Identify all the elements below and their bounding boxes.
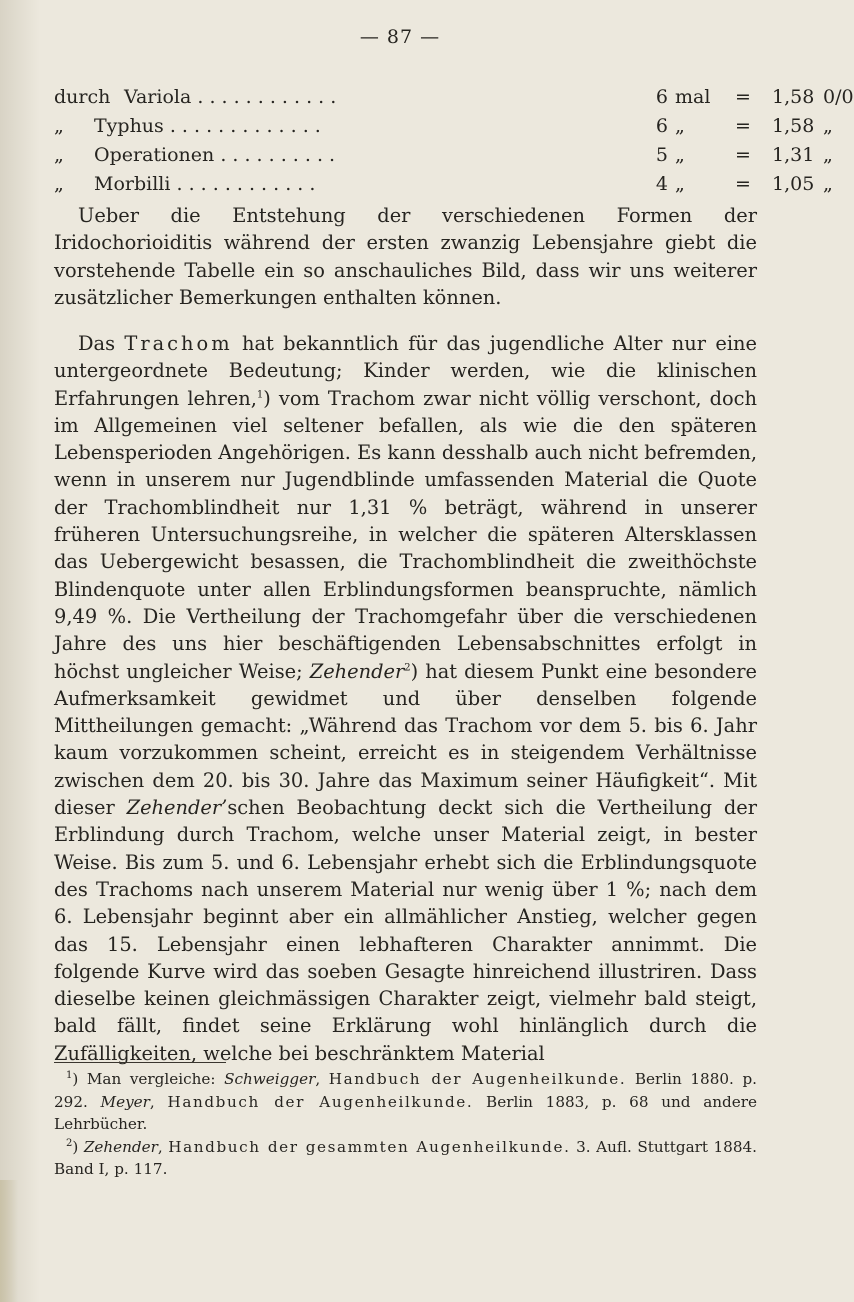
stat-equals: =	[735, 86, 751, 108]
stat-percent: 0/0	[823, 86, 854, 108]
footnote-1: $^1$) Man vergleiche: Schweigger, Handbuch der Augenheilkunde. Berlin 1880. p. 292. Meyer, Handbuch der Augenheilkunde. Berlin 1883, p. 68 und andere Lehrbücher.	[54, 1069, 758, 1133]
stat-value: 1,58	[772, 86, 815, 108]
stat-equals: =	[735, 115, 751, 137]
footnote-ref-1[interactable]: 1	[256, 389, 264, 401]
stat-unit: „	[675, 173, 685, 195]
footnote-ref-2[interactable]: 2	[404, 662, 411, 674]
stat-equals: =	[735, 144, 751, 166]
stat-prefix: „	[54, 115, 64, 137]
stat-count: 4	[655, 173, 668, 195]
stat-value: 1,31	[772, 144, 815, 166]
author-name: Zehender’	[126, 796, 228, 820]
stat-count: 6	[655, 86, 668, 108]
footnotes	[54, 1068, 757, 1181]
paragraph-text: Das Trachom hat bekanntlich für das jugendliche Alter nur eine untergeordnete Bedeutung; Kinder werden, wie die klinischen Erfahrungen lehren,$^1$) vom Trachom zwar nicht völlig verschont, doch im Allgemeinen viel seltener befallen, als wie die den späteren Lebensperioden Angehörigen. Es kann desshalb auch nicht befremden, wenn in unserem nur Jugendblinde umfassenden Material die Quote der Trachomblindheit nur 1,31 % beträgt, während in unserer früheren Untersuchungsreihe, in welcher die späteren Altersklassen das Uebergewicht besassen, die Trachomblindheit die zweithöchste Blindenquote unter allen Erblindungsformen beanspruchte, nämlich 9,49 %. Die Vertheilung der Trachomgefahr über die verschiedenen Jahre des uns hier beschäftigenden Lebensabschnittes erfolgt in höchst ungleicher Weise; Zehender$^2$) hat diesem Punkt eine besondere Aufmerksamkeit gewidmet und über denselben folgende Mittheilungen gemacht: „Während das Trachom vor dem 5. bis 6. Jahr kaum vorzukommen scheint, erreicht es in steigendem Verhältnisse zwischen dem 20. bis 30. Jahre das Maximum seiner Häufigkeit“. Mit dieser Zehender’schen Beobachtung deckt sich die Vertheilung der Erblindung durch Trachom, welche unser Material zeigt, in bester Weise. Bis zum 5. und 6. Lebensjahr erhebt sich die Erblindungsquote des Trachoms nach unserem Material nur wenig über 1 %; nach dem 6. Lebensjahr beginnt aber ein allmählicher Anstieg, welcher gegen das 15. Lebensjahr einen lebhafteren Charakter annimmt. Die folgende Kurve wird das soeben Gesagte hinreichend illustriren. Dass dieselbe keinen gleichmässigen Charakter zeigt, vielmehr bald steigt, bald fällt, findet seine Erklärung wohl hinlänglich durch die Zufälligkeiten, welche bei beschränktem Material	[54, 332, 758, 1065]
stat-prefix: „	[54, 173, 64, 195]
footnote-divider	[54, 1062, 226, 1063]
page-number: — 87 —	[359, 26, 441, 48]
stat-unit: „	[675, 144, 685, 166]
stat-cause: Morbilli . . . . . . . . . . . .	[94, 173, 316, 195]
stat-prefix: „	[54, 144, 64, 166]
stat-percent: „	[823, 115, 833, 137]
stat-cause: Typhus . . . . . . . . . . . . .	[94, 115, 321, 137]
stat-row-morbilli	[54, 173, 833, 202]
stat-count: 6	[655, 115, 668, 137]
stat-count: 5	[655, 144, 668, 166]
paragraph-trachom	[54, 330, 757, 1067]
footnote-2: $^2$) Zehender, Handbuch der gesammten Augenheilkunde. 3. Aufl. Stuttgart 1884. Band I, p. 117.	[54, 1137, 758, 1178]
stat-row-variola	[54, 86, 854, 115]
spaced-term: Trachom	[124, 332, 233, 355]
stat-unit: mal	[675, 86, 711, 108]
stat-unit: „	[675, 115, 685, 137]
stat-cause: Variola . . . . . . . . . . . .	[124, 86, 337, 108]
stat-value: 1,05	[772, 173, 815, 195]
stat-percent: „	[823, 173, 833, 195]
spine-stain	[0, 1180, 18, 1302]
stat-row-operationen	[54, 144, 833, 173]
page-edge-shadow	[0, 0, 40, 1302]
stat-value: 1,58	[772, 115, 815, 137]
paragraph-iridochorioiditis	[54, 202, 757, 311]
author-name: Zehender	[309, 659, 405, 683]
paragraph-text: Ueber die Entstehung der verschiedenen Formen der Iridochorioiditis während der ersten zwanzig Lebensjahre giebt die vorstehende Tabelle ein so anschauliches Bild, dass wir uns weiterer zusätzlicher Bemerkungen enthalten können.	[54, 204, 757, 309]
statistics-list	[54, 86, 854, 202]
stat-percent: „	[823, 144, 833, 166]
stat-cause: Operationen . . . . . . . . . .	[94, 144, 336, 166]
stat-equals: =	[735, 173, 751, 195]
stat-prefix: durch	[54, 86, 111, 108]
stat-row-typhus	[54, 115, 833, 144]
